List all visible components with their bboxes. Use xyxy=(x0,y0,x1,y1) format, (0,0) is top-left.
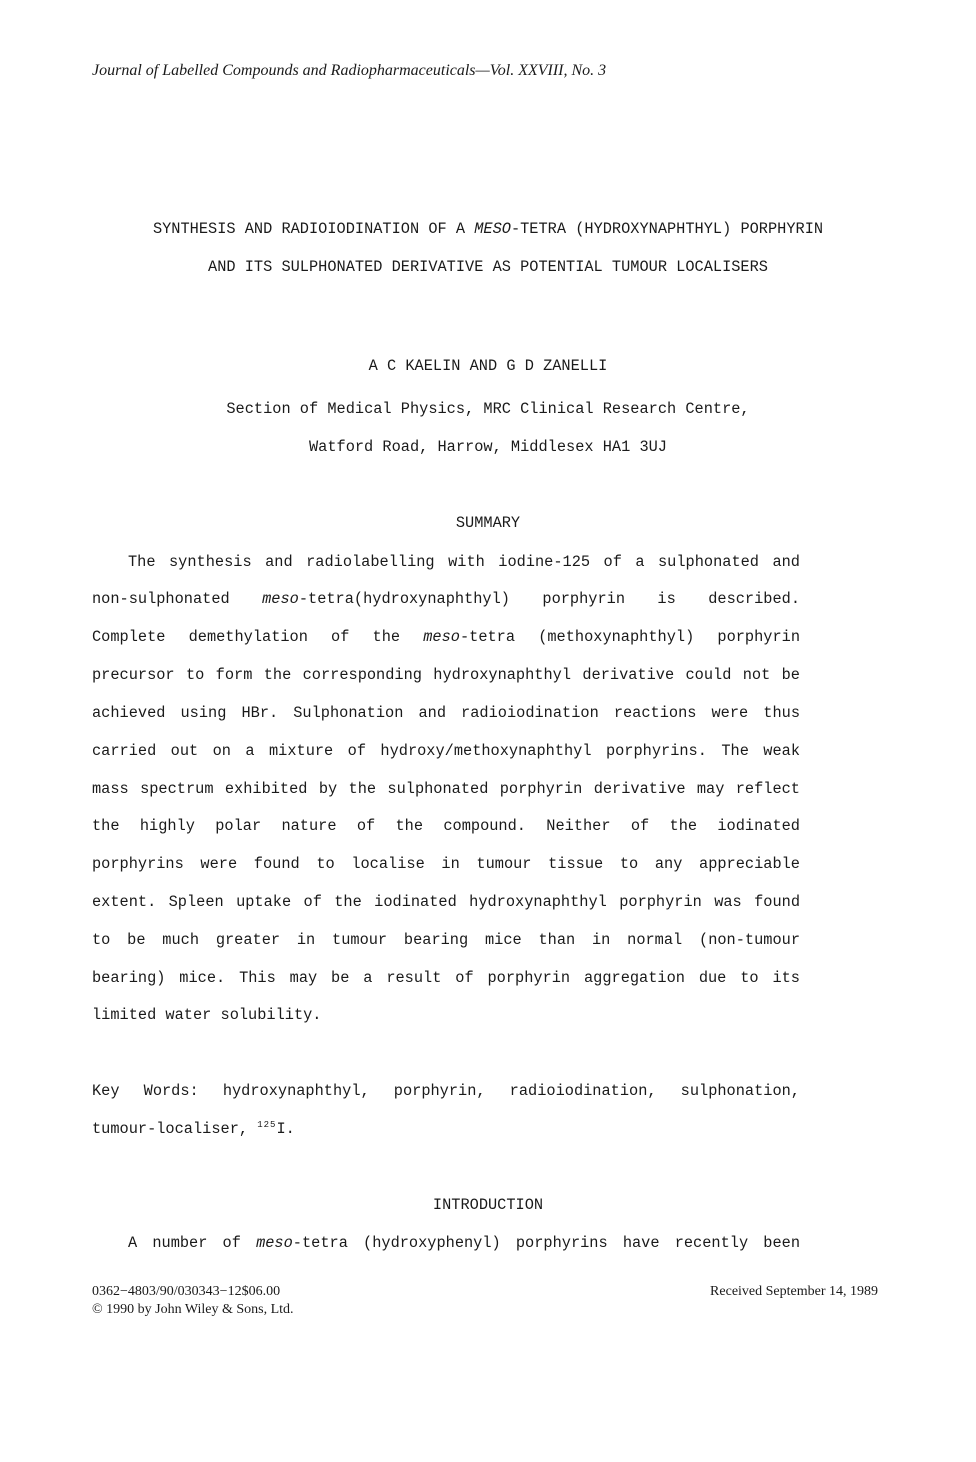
received-date: Received September 14, 1989 xyxy=(710,1284,878,1299)
summary-line: The synthesis and radiolabelling with iodine-125 of a sulphonated and xyxy=(128,553,800,571)
summary-line: precursor to form the corresponding hydroxynaphthyl derivative could not be xyxy=(92,666,800,684)
affiliation-line-2: Watford Road, Harrow, Middlesex HA1 3UJ xyxy=(308,438,667,456)
journal-header: Journal of Labelled Compounds and Radiopharmaceuticals—Vol. XXVIII, No. 3 xyxy=(92,62,607,79)
copyright: © 1990 by John Wiley & Sons, Ltd. xyxy=(92,1302,294,1317)
summary-line: non-sulphonated meso-tetra(hydroxynaphthyl) porphyrin is described. xyxy=(92,590,801,608)
paper-title-line-1: SYNTHESIS AND RADIOIODINATION OF A MESO-TETRA (HYDROXYNAPHTHYL) PORPHYRIN xyxy=(152,220,824,238)
summary-line: to be much greater in tumour bearing mice than in normal (non-tumour xyxy=(92,931,800,949)
summary-line: bearing) mice. This may be a result of porphyrin aggregation due to its xyxy=(92,969,800,987)
article-code: 0362−4803/90/030343−12$06.00 xyxy=(92,1284,281,1299)
keywords-line-1: Key Words: hydroxynaphthyl, porphyrin, radioiodination, sulphonation, xyxy=(92,1082,800,1100)
summary-line: Complete demethylation of the meso-tetra (methoxynaphthyl) porphyrin xyxy=(92,628,801,646)
introduction-heading: INTRODUCTION xyxy=(432,1196,544,1214)
isotope-superscript: 125 xyxy=(257,1120,277,1130)
authors: A C KAELIN AND G D ZANELLI xyxy=(368,357,608,375)
summary-line: achieved using HBr. Sulphonation and radioiodination reactions were thus xyxy=(92,704,800,722)
title-meso-italic: MESO xyxy=(474,220,511,238)
summary-line: carried out on a mixture of hydroxy/methoxynaphthyl porphyrins. The weak xyxy=(92,742,800,760)
affiliation-line-1: Section of Medical Physics, MRC Clinical Research Centre, xyxy=(226,400,750,418)
summary-line: the highly polar nature of the compound. Neither of the iodinated xyxy=(92,817,800,835)
summary-line: mass spectrum exhibited by the sulphonated porphyrin derivative may reflect xyxy=(92,780,800,798)
paper-title-line-2: AND ITS SULPHONATED DERIVATIVE AS POTENTIAL TUMOUR LOCALISERS xyxy=(208,258,768,276)
summary-line: extent. Spleen uptake of the iodinated hydroxynaphthyl porphyrin was found xyxy=(92,893,800,911)
keywords-line-2: tumour-localiser, $^{125}$I. xyxy=(92,1120,295,1138)
summary-line: porphyrins were found to localise in tumour tissue to any appreciable xyxy=(92,855,800,873)
summary-heading: SUMMARY xyxy=(455,514,521,532)
summary-line: limited water solubility. xyxy=(92,1006,322,1024)
introduction-line: A number of meso-tetra (hydroxyphenyl) porphyrins have recently been xyxy=(128,1234,801,1252)
